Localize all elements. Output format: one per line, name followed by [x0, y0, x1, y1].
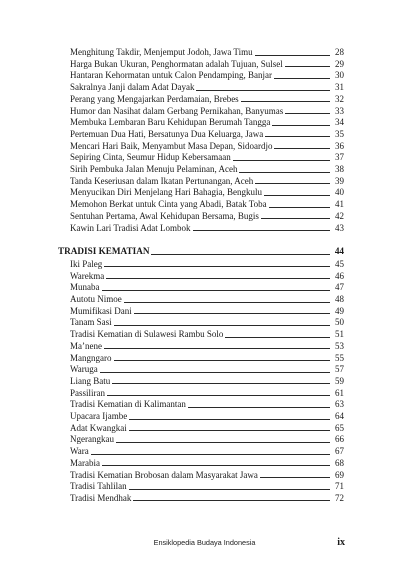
toc-entry: [70, 492, 344, 504]
toc-leader-line: [241, 101, 330, 102]
toc-entry-title: Sirih Pembuka Jalan Menuju Pelaminan, Aceh: [70, 164, 238, 174]
toc-entry-title: Memohon Berkat untuk Cinta yang Abadi, Batak Toba: [70, 199, 267, 210]
toc-leader-line: [272, 125, 330, 126]
toc-entry-page: 46: [335, 270, 344, 281]
toc-leader-line: [261, 218, 330, 219]
toc-leader-line: [114, 360, 331, 361]
toc-leader-line: [274, 148, 330, 149]
toc-entry-title: Waruga: [70, 364, 98, 375]
toc-leader-line: [265, 136, 330, 137]
toc-entry-page: 59: [335, 375, 344, 386]
toc-entry-page: 43: [335, 222, 344, 233]
toc-entry-page: 47: [335, 282, 344, 293]
toc-leader-line: [91, 454, 330, 455]
toc-entry-page: 63: [335, 399, 344, 410]
toc-entry-title: Tanam Sasi: [70, 317, 112, 328]
toc-leader-line: [133, 500, 330, 501]
toc-entry-title: Tradisi Kematian di Kalimantan: [70, 399, 186, 410]
toc-entry-page: 34: [335, 117, 344, 128]
toc-leader-line: [116, 442, 330, 443]
toc-entry-page: 71: [335, 481, 344, 492]
toc-entry: [70, 469, 344, 481]
toc-entry: [70, 305, 344, 317]
toc-entry: [70, 69, 344, 81]
toc-entry-title: Sentuhan Pertama, Awal Kehidupan Bersama, Bugis: [70, 210, 259, 221]
toc-leader-line: [129, 489, 330, 490]
toc-entry-title: Tradisi Tahlilan: [70, 481, 127, 492]
toc-leader-line: [193, 230, 331, 231]
toc-entry: [70, 433, 344, 445]
toc-entry-page: 45: [335, 258, 344, 269]
toc-entry-title: Ma’nene: [70, 340, 102, 351]
toc-entry: [70, 140, 344, 152]
toc-entry-title: Humor dan Nasihat dalam Gerbang Pernikahan, Banyumas: [70, 105, 284, 116]
toc-entry: [70, 457, 344, 469]
toc-entry-page: 69: [335, 469, 344, 480]
toc-entry: [70, 222, 344, 234]
toc-entry: [70, 328, 344, 340]
toc-entry: [70, 258, 344, 270]
toc-entry-title: Harga Bukan Ukuran, Penghormatan adalah Tujuan, Sulsel: [70, 58, 283, 69]
toc-leader-line: [285, 113, 330, 114]
toc-entry-page: 42: [335, 210, 344, 221]
toc-leader-line: [114, 325, 330, 326]
toc-entry-title: Autotu Nimoe: [70, 294, 122, 304]
toc-leader-line: [102, 465, 330, 466]
toc-leader-line: [260, 477, 330, 478]
toc-leader-line: [129, 419, 330, 420]
toc-entry-page: 66: [335, 434, 344, 445]
toc-leader-line: [225, 337, 330, 338]
toc-entry: [70, 398, 344, 410]
toc-entry-page: 32: [335, 93, 344, 104]
toc-entry: [70, 387, 344, 399]
toc-entry-page: 31: [335, 82, 344, 93]
toc-leader-line: [188, 407, 330, 408]
toc-entry: [70, 81, 344, 93]
toc-entry-title: Wara: [70, 446, 89, 457]
toc-entry-page: 28: [335, 47, 344, 57]
toc-entry: [70, 352, 344, 364]
toc-entry-page: 36: [335, 140, 344, 151]
toc-entry: [70, 340, 344, 352]
toc-leader-line: [269, 207, 330, 208]
toc-entry: [70, 293, 344, 305]
toc-entry: [70, 163, 344, 175]
toc-section-heading: [58, 245, 344, 257]
toc-entry-title: Ngerangkau: [70, 434, 114, 445]
toc-entry-page: 51: [335, 329, 344, 340]
toc-entry: [70, 210, 344, 222]
toc-entry: [70, 128, 344, 140]
toc-entry-title: Menyucikan Diri Menjelang Hari Bahagia, Bengkulu: [70, 187, 262, 198]
toc-entry-page: 57: [335, 364, 344, 375]
toc-entry: [70, 186, 344, 198]
footer-book-title: Ensiklopedia Budaya Indonesia: [153, 538, 256, 547]
toc-entry-title: Mencari Hari Baik, Menyambut Masa Depan, Sidoardjo: [70, 140, 273, 151]
toc-entry-page: 48: [335, 294, 344, 304]
page-number: ix: [337, 537, 345, 548]
toc-entry-title: Iki Paleg: [70, 258, 103, 269]
toc-entry: [70, 175, 344, 187]
toc-entry-page: 37: [335, 152, 344, 163]
toc-entry-title: Kawin Lari Tradisi Adat Lombok: [70, 222, 191, 233]
toc-leader-line: [129, 430, 330, 431]
toc-leader-line: [274, 78, 330, 79]
page-footer: [0, 536, 409, 550]
toc-leader-line: [102, 290, 331, 291]
toc-entry: [70, 316, 344, 328]
toc-entry-page: 39: [335, 175, 344, 186]
toc-entry-title: Membuka Lembaran Baru Kehidupan Berumah Tangga: [70, 117, 271, 128]
toc-entry-page: 30: [335, 70, 344, 81]
toc-entry-page: 72: [335, 492, 344, 503]
toc-entry-title: Pertemuan Dua Hati, Bersatunya Dua Keluarga, Jawa: [70, 128, 264, 139]
toc-entry: [70, 151, 344, 163]
toc-entry-page: 49: [335, 305, 344, 316]
toc-leader-line: [151, 254, 330, 255]
toc-entry: [70, 46, 344, 58]
toc-entry: [70, 445, 344, 457]
toc-entry: [70, 281, 344, 293]
toc-entry: [70, 363, 344, 375]
toc-entry-page: 38: [335, 164, 344, 174]
toc-entry-title: Mangngaro: [70, 352, 112, 363]
toc-entry-page: 68: [335, 457, 344, 468]
toc-entry-page: 50: [335, 317, 344, 328]
toc-entry-page: 40: [335, 187, 344, 198]
toc-entry-title: Menghitung Takdir, Menjemput Jodoh, Jawa Timu: [70, 47, 253, 57]
toc-entry-title: TRADISI KEMATIAN: [58, 246, 150, 257]
toc-entry: [70, 410, 344, 422]
toc-entry-title: Liang Batu: [70, 375, 111, 386]
toc-entry-title: Tanda Keseriusan dalam Ikatan Pertunangan, Aceh: [70, 175, 254, 186]
toc-entry-title: Tradisi Kematian Brobosan dalam Masyarakat Jawa: [70, 469, 258, 480]
toc-entry-title: Hantaran Kehormatan untuk Calon Pendamping, Banjar: [70, 70, 272, 81]
toc-entry-page: 33: [335, 105, 344, 116]
toc-entry-page: 67: [335, 446, 344, 457]
toc-entry-title: Tradisi Mendhak: [70, 492, 132, 503]
toc-entry: [70, 422, 344, 434]
toc-entry: [70, 480, 344, 492]
toc-leader-line: [124, 302, 330, 303]
toc-leader-line: [264, 195, 330, 196]
toc-entry: [70, 58, 344, 70]
toc-entry-title: Sepiring Cinta, Seumur Hidup Kebersamaan: [70, 152, 231, 163]
toc-entry-page: 64: [335, 411, 344, 421]
toc-leader-line: [134, 313, 330, 314]
toc-entry: [70, 105, 344, 117]
toc-entry-title: Munaba: [70, 282, 100, 293]
toc-entry-title: Marabia: [70, 457, 100, 468]
toc-leader-line: [112, 383, 330, 384]
toc-entry-page: 55: [335, 352, 344, 363]
toc-leader-line: [255, 183, 330, 184]
toc-leader-line: [104, 266, 330, 267]
toc-leader-line: [100, 372, 330, 373]
toc-entry: [70, 375, 344, 387]
toc-entry-title: Warekma: [70, 270, 105, 281]
toc-entry-page: 65: [335, 422, 344, 433]
toc-entry-page: 41: [335, 199, 344, 210]
toc-leader-line: [233, 160, 330, 161]
toc-entry-page: 44: [334, 246, 344, 257]
toc-leader-line: [255, 55, 330, 56]
toc-entry-title: Upacara Ijambe: [70, 411, 128, 421]
toc-entry-title: Adat Kwangkai: [70, 422, 127, 433]
toc-entry: [70, 270, 344, 282]
toc-entry-title: Passiliran: [70, 387, 105, 398]
toc-entry-title: Perang yang Mengajarkan Perdamaian, Brebes: [70, 93, 239, 104]
toc-entry-page: 61: [335, 387, 344, 398]
toc-leader-line: [239, 172, 330, 173]
toc-leader-line: [104, 348, 330, 349]
toc-entry-page: 29: [335, 58, 344, 69]
toc-entry: [70, 198, 344, 210]
toc-entry-page: 35: [335, 128, 344, 139]
toc-leader-line: [106, 278, 330, 279]
toc-entry-title: Tradisi Kematian di Sulawesi Rambu Solo: [70, 329, 224, 340]
toc-entry: [70, 93, 344, 105]
toc-entry-page: 53: [335, 340, 344, 351]
toc-leader-line: [285, 66, 330, 67]
toc-leader-line: [196, 90, 330, 91]
toc-leader-line: [107, 395, 330, 396]
toc-entry-title: Mumifikasi Dani: [70, 305, 132, 316]
toc-entry-title: Sakralnya Janji dalam Adat Dayak: [70, 82, 195, 93]
toc-entry: [70, 116, 344, 128]
